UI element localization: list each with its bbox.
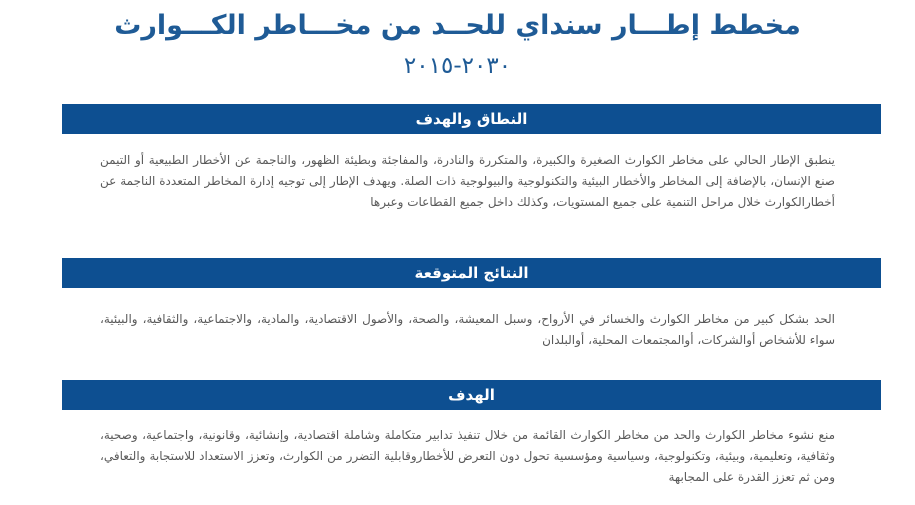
section-heading-scope: النطاق والهدف <box>62 104 881 134</box>
section-heading-goal: الهدف <box>62 380 881 410</box>
section-body-scope: ينطبق الإطار الحالي على مخاطر الكوارث الصغيرة والكبيرة، والمتكررة والنادرة، والمفاجئة وبطيئة الظهور، والناجمة عن الأخطار الطبيعية أو التيمن صنع الإنسان، بالإضافة إلى المخاطر والأخطار البيئية والتكنولوجية والبيولوجية ذات الصلة. ويهدف الإطار إلى توجيه إدارة المخاطر المتعددة الناجمة عن أخطارالكوارث خلال مراحل التنمية على جميع المستويات، وكذلك داخل جميع القطاعات وعبرها <box>100 153 835 209</box>
period-subtitle: ٢٠٣٠-٢٠١٥ <box>403 53 512 79</box>
page-title: مخطط إطـــار سنداي للحــد من مخـــاطر الكـــوارث <box>114 10 801 41</box>
section-heading-outcome: النتائج المتوقعة <box>62 258 881 288</box>
section-body-outcome: الحد بشكل كبير من مخاطر الكوارث والخسائر في الأرواح، وسبل المعيشة، والصحة، والأصول الاقتصادية، والمادية، والاجتماعية، والثقافية، والبيئية، سواء للأشخاص أوالشركات، أوالمجتمعات المحلية، أوالبلدان <box>100 312 835 347</box>
section-body-goal: منع نشوء مخاطر الكوارث والحد من مخاطر الكوارث القائمة من خلال تنفيذ تدابير متكاملة وشاملة اقتصادية، وإنشائية، وقانونية، واجتماعية، وصحية، وثقافية، وتعليمية، وبيئية، وتكنولوجية، وسياسية ومؤسسية تحول دون التعرض للأخطاروقابلية التضرر من الكوارث، وتعزز الاستعداد للاستجابة والتعافي، ومن ثم تعزز القدرة على المجابهة <box>100 428 835 484</box>
